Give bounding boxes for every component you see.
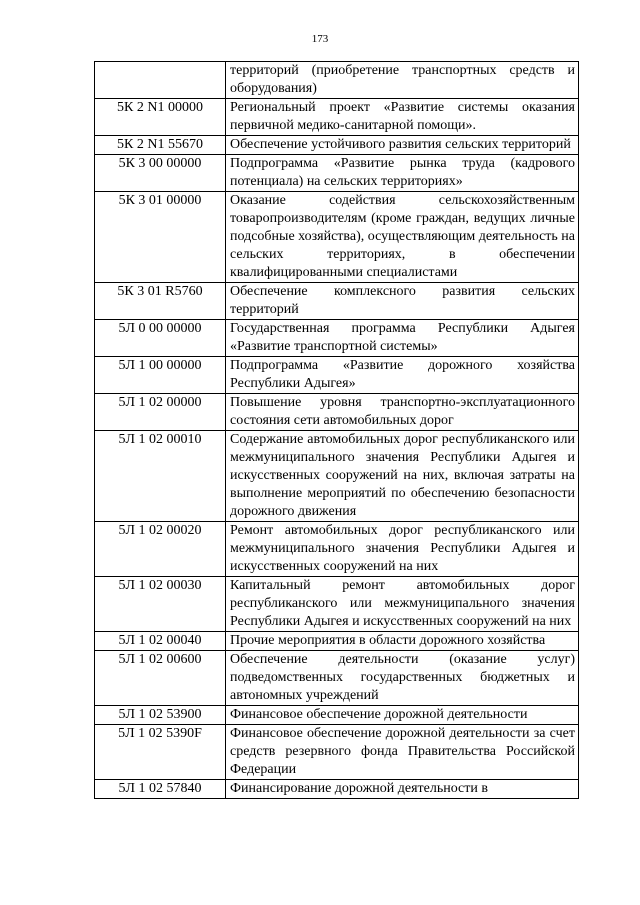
description-cell: Ремонт автомобильных дорог республиканского или межмуниципального значения Республики Адыгея и искусственных сооружений на них (226, 522, 579, 577)
table-row (95, 99, 579, 136)
table-row (95, 394, 579, 431)
target-code-cell (95, 62, 226, 99)
table-row (95, 522, 579, 577)
table-row (95, 136, 579, 155)
table-row (95, 577, 579, 632)
target-code-cell: 5Л 1 02 00020 (95, 522, 226, 577)
description-cell: Оказание содействия сельскохозяйственным товаропроизводителям (кроме граждан, ведущих личные подсобные хозяйства), осуществляющим деятельность на сельских территориях, в обеспечении квалифицированными специалистами (226, 192, 579, 283)
table-row (95, 706, 579, 725)
description-cell: Финансовое обеспечение дорожной деятельности (226, 706, 579, 725)
description-cell: территорий (приобретение транспортных средств и оборудования) (226, 62, 579, 99)
table-row (95, 431, 579, 522)
target-code-cell: 5Л 0 00 00000 (95, 320, 226, 357)
description-cell: Подпрограмма «Развитие дорожного хозяйства Республики Адыгея» (226, 357, 579, 394)
target-code-cell: 5Л 1 02 00040 (95, 632, 226, 651)
description-cell: Прочие мероприятия в области дорожного хозяйства (226, 632, 579, 651)
table-body (95, 62, 579, 799)
table-row (95, 357, 579, 394)
target-code-cell: 5К 3 01 R5760 (95, 283, 226, 320)
table-row (95, 725, 579, 780)
description-cell: Государственная программа Республики Адыгея «Развитие транспортной системы» (226, 320, 579, 357)
description-cell: Обеспечение устойчивого развития сельских территорий (226, 136, 579, 155)
table-row (95, 651, 579, 706)
target-code-cell: 5К 3 00 00000 (95, 155, 226, 192)
table-row (95, 320, 579, 357)
table-row (95, 155, 579, 192)
budget-classification-table (94, 61, 579, 799)
description-cell: Повышение уровня транспортно-эксплуатационного состояния сети автомобильных дорог (226, 394, 579, 431)
target-code-cell: 5К 3 01 00000 (95, 192, 226, 283)
target-code-cell: 5Л 1 00 00000 (95, 357, 226, 394)
table-row (95, 192, 579, 283)
target-code-cell: 5Л 1 02 00010 (95, 431, 226, 522)
target-code-cell: 5К 2 N1 00000 (95, 99, 226, 136)
target-code-cell: 5Л 1 02 00600 (95, 651, 226, 706)
description-cell: Финансирование дорожной деятельности в (226, 780, 579, 799)
table-row (95, 632, 579, 651)
description-cell: Обеспечение деятельности (оказание услуг) подведомственных государственных бюджетных и автономных учреждений (226, 651, 579, 706)
target-code-cell: 5Л 1 02 00030 (95, 577, 226, 632)
target-code-cell: 5Л 1 02 57840 (95, 780, 226, 799)
target-code-cell: 5Л 1 02 53900 (95, 706, 226, 725)
table-row (95, 62, 579, 99)
description-cell: Подпрограмма «Развитие рынка труда (кадрового потенциала) на сельских территориях» (226, 155, 579, 192)
table-row (95, 283, 579, 320)
table-row (95, 780, 579, 799)
description-cell: Обеспечение комплексного развития сельских территорий (226, 283, 579, 320)
description-cell: Капитальный ремонт автомобильных дорог республиканского или межмуниципального значения Республики Адыгея и искусственных сооружений на них (226, 577, 579, 632)
target-code-cell: 5Л 1 02 5390F (95, 725, 226, 780)
target-code-cell: 5К 2 N1 55670 (95, 136, 226, 155)
description-cell: Финансовое обеспечение дорожной деятельности за счет средств резервного фонда Правительства Российской Федерации (226, 725, 579, 780)
description-cell: Региональный проект «Развитие системы оказания первичной медико-санитарной помощи». (226, 99, 579, 136)
page-number: 173 (311, 33, 329, 45)
target-code-cell: 5Л 1 02 00000 (95, 394, 226, 431)
description-cell: Содержание автомобильных дорог республиканского или межмуниципального значения Республики Адыгея и искусственных сооружений на них, включая затраты на выполнение мероприятий по обеспечению безопасности дорожного движения (226, 431, 579, 522)
